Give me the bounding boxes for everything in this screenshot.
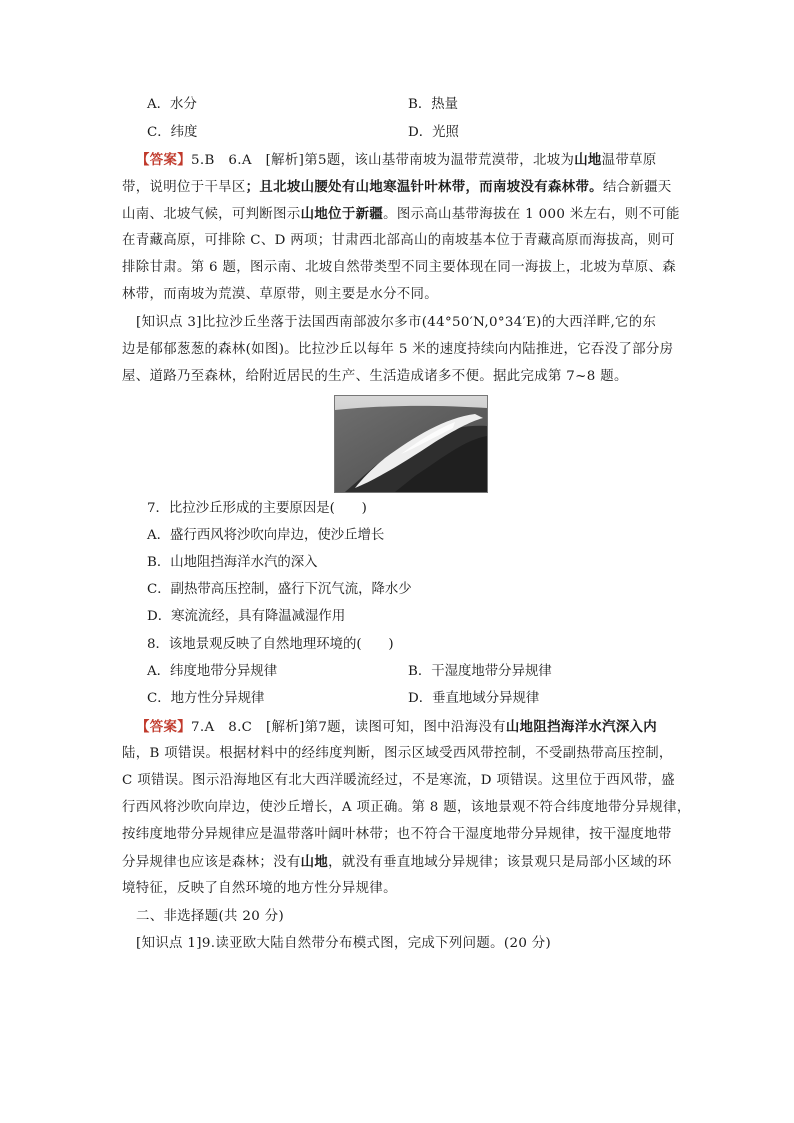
answer-5-6-line-1: 【答案】5.B 6.A [解析]第5题，该山基带南坡为温带荒漠带，北坡为山地温带草原 xyxy=(136,152,657,168)
answer-7-8-line-2: 陆，B 项错误。根据材料中的经纬度判断，图示区域受西风带控制，不受副热带高压控制， xyxy=(122,746,673,761)
q8-option-d: D．垂直地域分异规律 xyxy=(408,691,540,706)
answer-label: 【答案】 xyxy=(136,719,191,735)
q8-option-c: C．地方性分异规律 xyxy=(147,691,265,706)
section-heading: 二、非选择题(共 20 分) xyxy=(136,909,285,924)
kp3-line-3: 屋、道路乃至森林，给附近居民的生产、生活造成诸多不便。据此完成第 7~8 题。 xyxy=(122,369,628,384)
answer-7-8-line-5: 按纬度地带分异规律应是温带落叶阔叶林带；也不符合干湿度地带分异规律，按干湿度地带 xyxy=(122,827,672,842)
q7-option-d: D．寒流流经，具有降温减湿作用 xyxy=(147,609,346,624)
q7-option-c: C．副热带高压控制，盛行下沉气流，降水少 xyxy=(147,582,412,597)
answer-7-8-line-3: C 项错误。图示沿海地区有北大西洋暖流经过，不是寒流，D 项错误。这里位于西风带，盛 xyxy=(122,773,676,788)
kp3-line-1: [知识点 3]比拉沙丘坐落于法国西南部波尔多市(44°50′N,0°34′E)的大西洋畔,它的东 xyxy=(136,315,657,330)
answer-5-6-line-5: 排除甘肃。第 6 题，图示南、北坡自然带类型不同主要体现在同一海拔上，北坡为草原、森 xyxy=(122,260,676,275)
q7-stem: 7．比拉沙丘形成的主要原因是( ) xyxy=(147,501,367,516)
kp3-line-2: 边是郁郁葱葱的森林(如图)。比拉沙丘以每年 5 米的速度持续向内陆推进，它吞没了部分房 xyxy=(122,342,674,357)
option-a: A．水分 xyxy=(147,97,197,112)
option-c: C．纬度 xyxy=(147,125,198,140)
q8-stem: 8．该地景观反映了自然地理环境的( ) xyxy=(147,637,394,652)
dune-photo xyxy=(334,395,488,493)
answer-7-8-line-1: 【答案】7.A 8.C [解析]第7题，读图可知，图中沿海没有山地阻挡海洋水汽深入内 xyxy=(136,719,658,735)
option-d: D．光照 xyxy=(408,125,459,140)
answer-5-6-line-3: 山南、北坡气候，可判断图示山地位于新疆。图示高山基带海拔在 1 000 米左右，则不可能 xyxy=(122,206,680,222)
option-b: B．热量 xyxy=(408,97,459,112)
q8-option-b: B．干湿度地带分异规律 xyxy=(408,664,552,679)
answer-5-6-line-2: 带，说明位于干旱区；且北坡山腰处有山地寒温针叶林带，而南坡没有森林带。结合新疆天 xyxy=(122,179,672,195)
answer-label: 【答案】 xyxy=(136,152,191,168)
answer-7-8-line-4: 行西风将沙吹向岸边，使沙丘增长，A 项正确。第 8 题，该地景观不符合纬度地带分异规律， xyxy=(122,800,691,815)
answer-7-8-line-6: 分异规律也应该是森林；没有山地，就没有垂直地域分异规律；该景观只是局部小区域的环 xyxy=(122,854,672,870)
q8-option-a: A．纬度地带分异规律 xyxy=(147,664,278,679)
answer-5-6-line-4: 在青藏高原，可排除 C、D 两项；甘肃西北部高山的南坡基本位于青藏高原而海拔高，则可 xyxy=(122,233,676,248)
q7-option-b: B．山地阻挡海洋水汽的深入 xyxy=(147,555,318,570)
answer-7-8-line-7: 境特征，反映了自然环境的地方性分异规律。 xyxy=(122,881,397,896)
question-9: [知识点 1]9.读亚欧大陆自然带分布模式图，完成下列问题。(20 分) xyxy=(136,936,552,951)
q7-option-a: A．盛行西风将沙吹向岸边，使沙丘增长 xyxy=(147,528,385,543)
answer-5-6-line-6: 林带，而南坡为荒漠、草原带，则主要是水分不同。 xyxy=(122,287,439,302)
